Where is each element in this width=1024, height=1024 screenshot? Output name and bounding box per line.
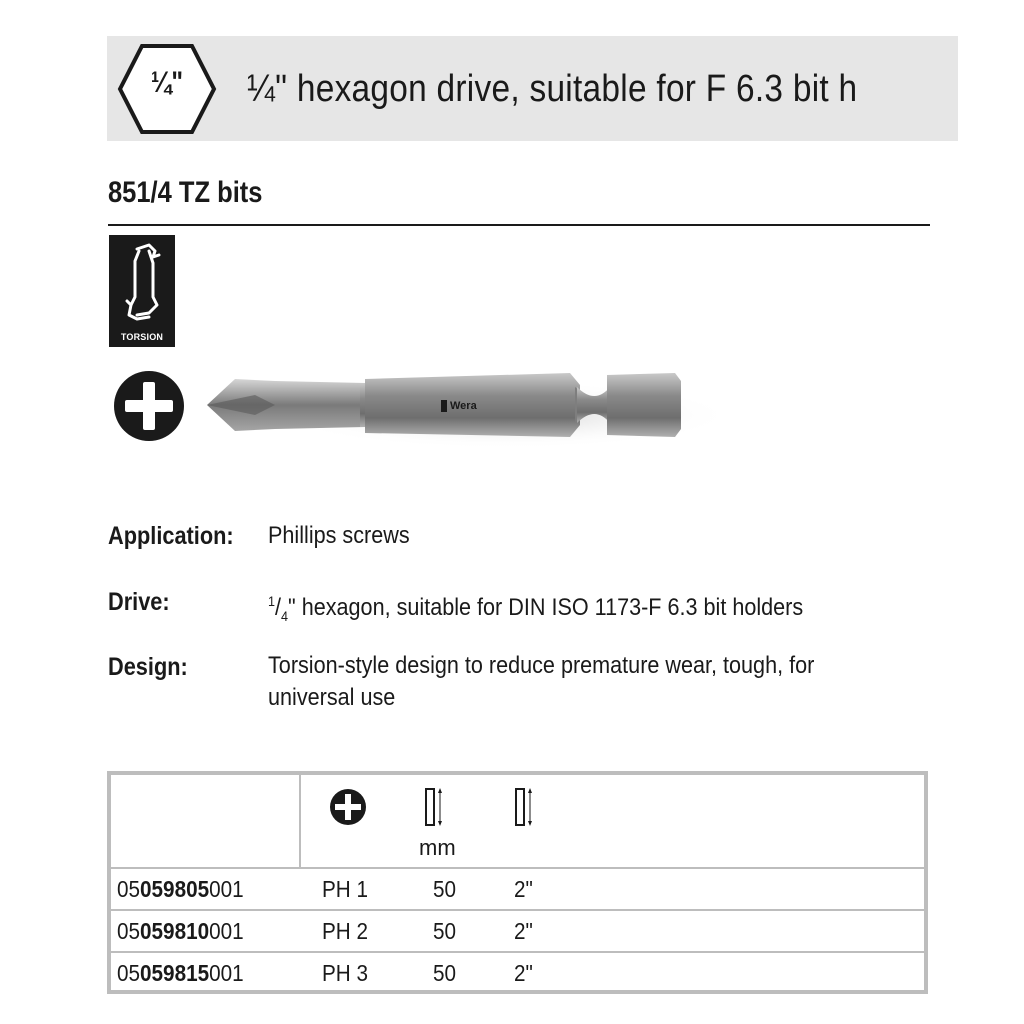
- length-unit: mm: [419, 835, 456, 860]
- length-mm: 50: [433, 918, 457, 944]
- drive-banner: [107, 36, 958, 141]
- drive-frac-num: 1: [268, 593, 276, 609]
- article-table: [107, 771, 928, 994]
- length-inch: 2": [514, 918, 533, 944]
- drive-frac-den: 4: [281, 607, 289, 624]
- drive-value: $^1/_4$" hexagon, suitable for DIN ISO 1173-F 6.3 bit holders: [268, 593, 804, 624]
- design-value-line1: Torsion-style design to reduce premature wear, tough, for: [268, 652, 815, 679]
- application-label: Application:: [108, 522, 234, 550]
- product-title: 851/4 TZ bits: [108, 176, 263, 209]
- bit-size: PH 2: [322, 918, 369, 944]
- row-divider: [111, 951, 924, 953]
- length-mm-icon: [424, 785, 446, 829]
- row-divider: [111, 909, 924, 911]
- design-value-line2: universal use: [268, 684, 396, 711]
- bit-size: PH 3: [322, 960, 369, 986]
- hex-size-label: ¼": [150, 66, 184, 99]
- length-inch: 2": [514, 960, 533, 986]
- phillips-icon: [113, 370, 185, 442]
- drive-value-text: " hexagon, suitable for DIN ISO 1173-F 6.3 bit holders: [288, 594, 804, 621]
- drive-label: Drive:: [108, 588, 170, 616]
- torsion-badge: [109, 235, 175, 347]
- length-mm: 50: [433, 960, 457, 986]
- bit-size: PH 1: [322, 876, 369, 902]
- torsion-label: TORSION: [120, 332, 164, 342]
- length-inch: 2": [514, 876, 533, 902]
- banner-title: ¼" hexagon drive, suitable for F 6.3 bit h: [247, 68, 858, 110]
- length-inch-icon: [514, 785, 536, 829]
- article-number: 05059815001: [117, 960, 244, 986]
- header-divider: [299, 775, 301, 867]
- torsion-spring-icon: [109, 235, 175, 330]
- row-divider: [111, 867, 924, 869]
- bit-brand-label: Wera: [450, 400, 477, 412]
- design-label: Design:: [108, 653, 188, 681]
- phillips-header-icon: [329, 788, 367, 826]
- article-number: 05059805001: [117, 876, 244, 902]
- title-divider: [108, 224, 930, 226]
- bit-image: [205, 365, 725, 455]
- article-number: 05059810001: [117, 918, 244, 944]
- length-mm: 50: [433, 876, 457, 902]
- application-value: Phillips screws: [268, 522, 410, 549]
